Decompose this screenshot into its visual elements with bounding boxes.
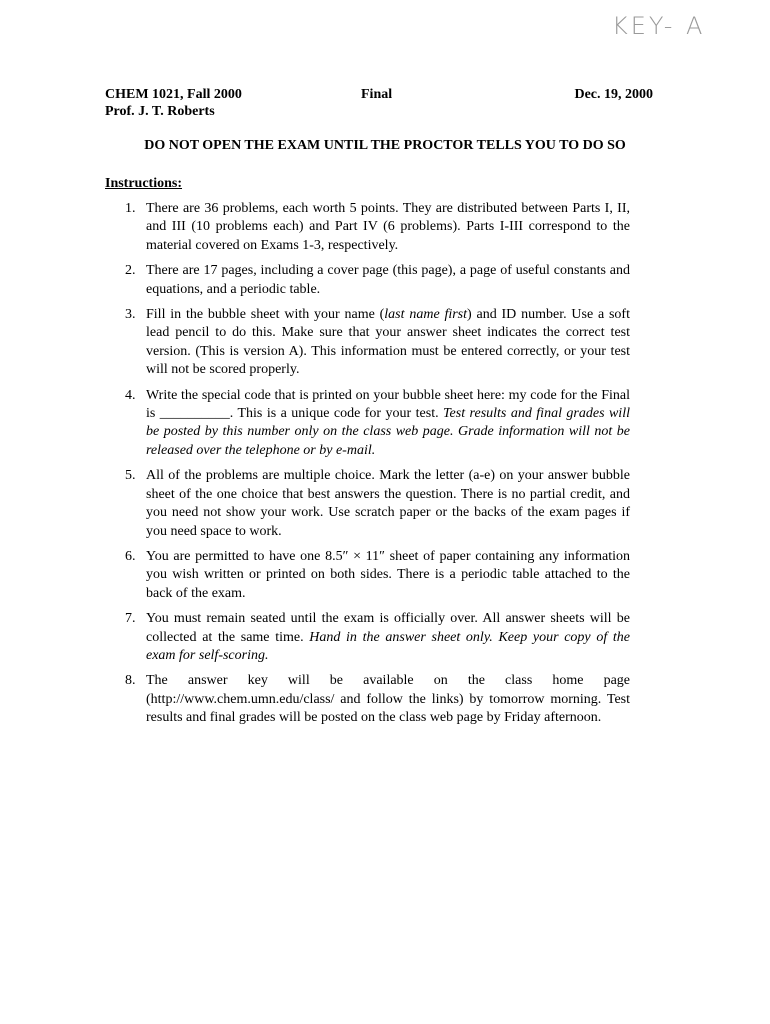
instruction-number: 6. bbox=[125, 548, 136, 564]
instructions-list bbox=[105, 200, 630, 735]
instruction-number: 3. bbox=[125, 307, 136, 323]
instruction-text: Fill in the bubble sheet with your name ( bbox=[146, 307, 385, 323]
exam-name: Final bbox=[361, 87, 393, 102]
instruction-text: Write the special code that is printed on your bubble sheet here: my code for the Final is __________. This is a unique code for your test. bbox=[146, 387, 630, 422]
instruction-item bbox=[105, 200, 630, 255]
instruction-emphasis: Test results and final grades will be posted by this number only on the class web page. Grade information will not be released over the telephone or by e-mail. bbox=[146, 406, 630, 458]
instructions-heading: Instructions: bbox=[105, 176, 183, 191]
instruction-emphasis: Hand in the answer sheet only. Keep your copy of the exam for self-scoring. bbox=[146, 629, 630, 663]
instruction-emphasis: last name first bbox=[384, 307, 468, 323]
instruction-number: 1. bbox=[125, 201, 136, 216]
instruction-item bbox=[105, 610, 630, 665]
instruction-number: 8. bbox=[125, 673, 136, 689]
instruction-item bbox=[105, 672, 630, 727]
instruction-text: ) and ID number. Use a soft lead pencil to do this. Make sure that your answer sheet indicates the correct test version. (This is version A). This information must be entered correctly, or your test will not be scored properly. bbox=[146, 307, 630, 378]
instruction-text: You must remain seated until the exam is officially over. All answer sheets will be collected at the same time. bbox=[146, 611, 630, 645]
exam-warning: DO NOT OPEN THE EXAM UNTIL THE PROCTOR TELLS YOU TO DO SO bbox=[144, 138, 626, 153]
exam-header bbox=[105, 86, 653, 120]
instruction-number: 2. bbox=[125, 263, 136, 279]
instruction-number: 7. bbox=[125, 611, 136, 627]
instruction-text: There are 36 problems, each worth 5 points. They are distributed between Parts I, II, and III (10 problems each) and Part IV (6 problems). Parts I-III correspond to the material covered on Exams 1-3, respectively. bbox=[146, 201, 630, 253]
professor-name: Prof. J. T. Roberts bbox=[105, 104, 215, 119]
instruction-item bbox=[105, 467, 630, 541]
instruction-text: All of the problems are multiple choice. Mark the letter (a-e) on your answer bubble sheet of the one choice that best answers the question. There is no partial credit, and you need not show your work. Use scratch paper or the backs of the exam pages if you need space to work. bbox=[146, 468, 630, 539]
instruction-text: You are permitted to have one 8.5″ × 11″ sheet of paper containing any information you wish written or printed on both sides. There is a periodic table attached to the back of the exam. bbox=[146, 548, 630, 601]
instruction-number: 5. bbox=[125, 468, 136, 484]
instruction-text: The answer key will be available on the class home page (http://www.chem.umn.edu/class/ and follow the links) by tomorrow morning. Test results and final grades will be posted on the class web page by Friday afternoon. bbox=[146, 673, 630, 726]
course-title: CHEM 1021, Fall 2000 bbox=[105, 87, 242, 102]
instruction-text: There are 17 pages, including a cover page (this page), a page of useful constants and equations, and a periodic table. bbox=[146, 263, 630, 297]
handwritten-key-annotation: KEY- A bbox=[612, 12, 706, 40]
instruction-item bbox=[105, 262, 630, 299]
instruction-number: 4. bbox=[125, 387, 136, 403]
instruction-item bbox=[105, 387, 630, 461]
exam-date: Dec. 19, 2000 bbox=[574, 87, 653, 102]
instruction-item bbox=[105, 306, 630, 380]
instruction-item bbox=[105, 548, 630, 603]
